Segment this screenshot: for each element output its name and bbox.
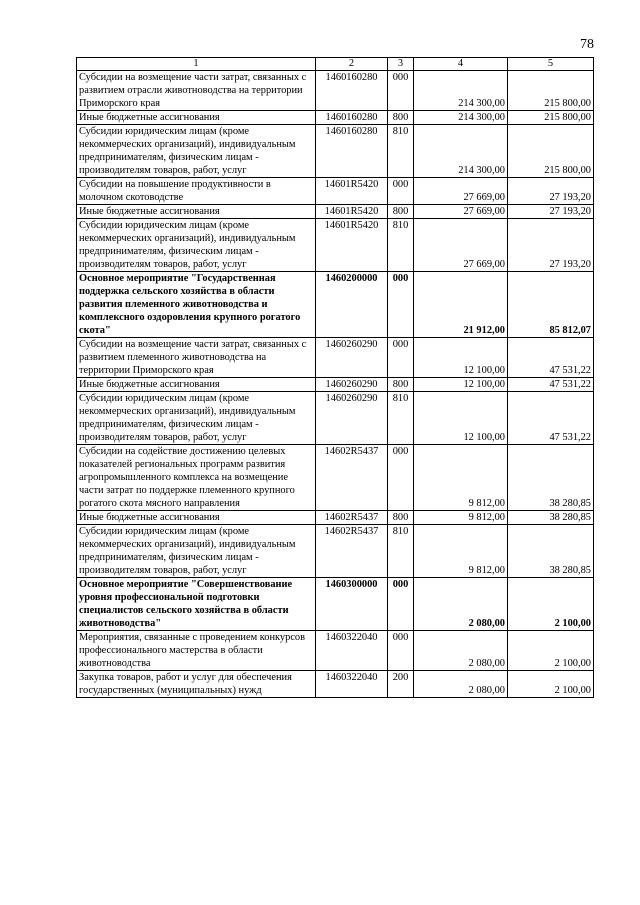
table-row — [77, 71, 594, 111]
amount-year1-cell: 214 300,00 — [414, 71, 508, 111]
amount-year2-cell: 38 280,85 — [508, 445, 594, 511]
item-name-cell: Субсидии юридическим лицам (кроме некоммерческих организаций), индивидуальным предпринимателям, физическим лицам - производителям товаров, работ, услуг — [77, 125, 316, 178]
item-name-cell: Субсидии на содействие достижению целевых показателей региональных программ развития агропромышленного комплекса на возмещение части затрат по поддержке племенного крупного рогатого скота мясного направления — [77, 445, 316, 511]
amount-year2-cell: 27 193,20 — [508, 205, 594, 219]
item-name-cell: Иные бюджетные ассигнования — [77, 511, 316, 525]
item-name-cell: Закупка товаров, работ и услуг для обеспечения государственных (муниципальных) нужд — [77, 671, 316, 698]
amount-year1-cell: 12 100,00 — [414, 338, 508, 378]
amount-year2-cell: 2 100,00 — [508, 671, 594, 698]
amount-year1-cell: 214 300,00 — [414, 111, 508, 125]
amount-year2-cell: 38 280,85 — [508, 525, 594, 578]
target-code-cell: 1460300000 — [316, 578, 388, 631]
target-code-cell: 14601R5420 — [316, 205, 388, 219]
expense-kind-cell: 810 — [388, 219, 414, 272]
amount-year2-cell: 27 193,20 — [508, 178, 594, 205]
table-row — [77, 219, 594, 272]
table-row — [77, 445, 594, 511]
table-body — [77, 58, 594, 698]
amount-year1-cell: 27 669,00 — [414, 178, 508, 205]
target-code-cell: 1460260290 — [316, 338, 388, 378]
amount-year2-cell: 47 531,22 — [508, 338, 594, 378]
header-cell-1: 1 — [77, 58, 316, 71]
amount-year1-cell: 2 080,00 — [414, 671, 508, 698]
target-code-cell: 14602R5437 — [316, 511, 388, 525]
expense-kind-cell: 000 — [388, 338, 414, 378]
amount-year1-cell: 12 100,00 — [414, 392, 508, 445]
page-number: 78 — [580, 37, 594, 52]
expense-kind-cell: 000 — [388, 445, 414, 511]
amount-year2-cell: 85 812,07 — [508, 272, 594, 338]
table-row — [77, 178, 594, 205]
amount-year2-cell: 27 193,20 — [508, 219, 594, 272]
table-row — [77, 525, 594, 578]
table-row — [77, 631, 594, 671]
amount-year2-cell: 47 531,22 — [508, 392, 594, 445]
expense-kind-cell: 000 — [388, 631, 414, 671]
table-header-row — [77, 58, 594, 71]
target-code-cell: 1460322040 — [316, 671, 388, 698]
table-row — [77, 378, 594, 392]
item-name-cell: Субсидии на возмещение части затрат, связанных с развитием отрасли животноводства на территории Приморского края — [77, 71, 316, 111]
expense-kind-cell: 800 — [388, 511, 414, 525]
target-code-cell: 1460322040 — [316, 631, 388, 671]
budget-table — [76, 57, 594, 698]
amount-year2-cell: 38 280,85 — [508, 511, 594, 525]
table-row — [77, 578, 594, 631]
amount-year2-cell: 2 100,00 — [508, 631, 594, 671]
target-code-cell: 1460260290 — [316, 378, 388, 392]
expense-kind-cell: 000 — [388, 578, 414, 631]
item-name-cell: Субсидии на возмещение части затрат, связанных с развитием племенного животноводства на территории Приморского края — [77, 338, 316, 378]
amount-year1-cell: 9 812,00 — [414, 511, 508, 525]
target-code-cell: 14601R5420 — [316, 178, 388, 205]
amount-year1-cell: 9 812,00 — [414, 445, 508, 511]
amount-year2-cell: 215 800,00 — [508, 71, 594, 111]
table-row — [77, 205, 594, 219]
target-code-cell: 1460160280 — [316, 111, 388, 125]
amount-year2-cell: 2 100,00 — [508, 578, 594, 631]
item-name-cell: Мероприятия, связанные с проведением конкурсов профессионального мастерства в области животноводства — [77, 631, 316, 671]
item-name-cell: Основное мероприятие "Государственная поддержка сельского хозяйства в области развития племенного животноводства и комплексного оздоровления крупного рогатого скота" — [77, 272, 316, 338]
header-cell-4: 4 — [414, 58, 508, 71]
amount-year1-cell: 27 669,00 — [414, 219, 508, 272]
amount-year1-cell: 9 812,00 — [414, 525, 508, 578]
target-code-cell: 1460160280 — [316, 125, 388, 178]
table-row — [77, 111, 594, 125]
item-name-cell: Субсидии юридическим лицам (кроме некоммерческих организаций), индивидуальным предпринимателям, физическим лицам - производителям товаров, работ, услуг — [77, 525, 316, 578]
table-row — [77, 125, 594, 178]
item-name-cell: Иные бюджетные ассигнования — [77, 205, 316, 219]
header-cell-3: 3 — [388, 58, 414, 71]
item-name-cell: Субсидии юридическим лицам (кроме некоммерческих организаций), индивидуальным предпринимателям, физическим лицам - производителям товаров, работ, услуг — [77, 392, 316, 445]
amount-year1-cell: 214 300,00 — [414, 125, 508, 178]
target-code-cell: 1460260290 — [316, 392, 388, 445]
target-code-cell: 14602R5437 — [316, 445, 388, 511]
amount-year1-cell: 27 669,00 — [414, 205, 508, 219]
expense-kind-cell: 810 — [388, 525, 414, 578]
target-code-cell: 1460200000 — [316, 272, 388, 338]
table-row — [77, 272, 594, 338]
item-name-cell: Субсидии на повышение продуктивности в молочном скотоводстве — [77, 178, 316, 205]
expense-kind-cell: 800 — [388, 111, 414, 125]
amount-year2-cell: 215 800,00 — [508, 125, 594, 178]
expense-kind-cell: 000 — [388, 272, 414, 338]
table-row — [77, 671, 594, 698]
expense-kind-cell: 000 — [388, 71, 414, 111]
expense-kind-cell: 810 — [388, 125, 414, 178]
amount-year2-cell: 47 531,22 — [508, 378, 594, 392]
amount-year1-cell: 2 080,00 — [414, 631, 508, 671]
expense-kind-cell: 800 — [388, 378, 414, 392]
expense-kind-cell: 800 — [388, 205, 414, 219]
table-row — [77, 511, 594, 525]
target-code-cell: 14602R5437 — [316, 525, 388, 578]
item-name-cell: Иные бюджетные ассигнования — [77, 111, 316, 125]
item-name-cell: Основное мероприятие "Совершенствование уровня профессиональной подготовки специалистов сельского хозяйства в области животноводства" — [77, 578, 316, 631]
amount-year1-cell: 2 080,00 — [414, 578, 508, 631]
amount-year1-cell: 12 100,00 — [414, 378, 508, 392]
item-name-cell: Иные бюджетные ассигнования — [77, 378, 316, 392]
amount-year1-cell: 21 912,00 — [414, 272, 508, 338]
target-code-cell: 14601R5420 — [316, 219, 388, 272]
expense-kind-cell: 000 — [388, 178, 414, 205]
table-row — [77, 392, 594, 445]
item-name-cell: Субсидии юридическим лицам (кроме некоммерческих организаций), индивидуальным предпринимателям, физическим лицам - производителям товаров, работ, услуг — [77, 219, 316, 272]
table-row — [77, 338, 594, 378]
amount-year2-cell: 215 800,00 — [508, 111, 594, 125]
target-code-cell: 1460160280 — [316, 71, 388, 111]
header-cell-5: 5 — [508, 58, 594, 71]
expense-kind-cell: 200 — [388, 671, 414, 698]
expense-kind-cell: 810 — [388, 392, 414, 445]
header-cell-2: 2 — [316, 58, 388, 71]
